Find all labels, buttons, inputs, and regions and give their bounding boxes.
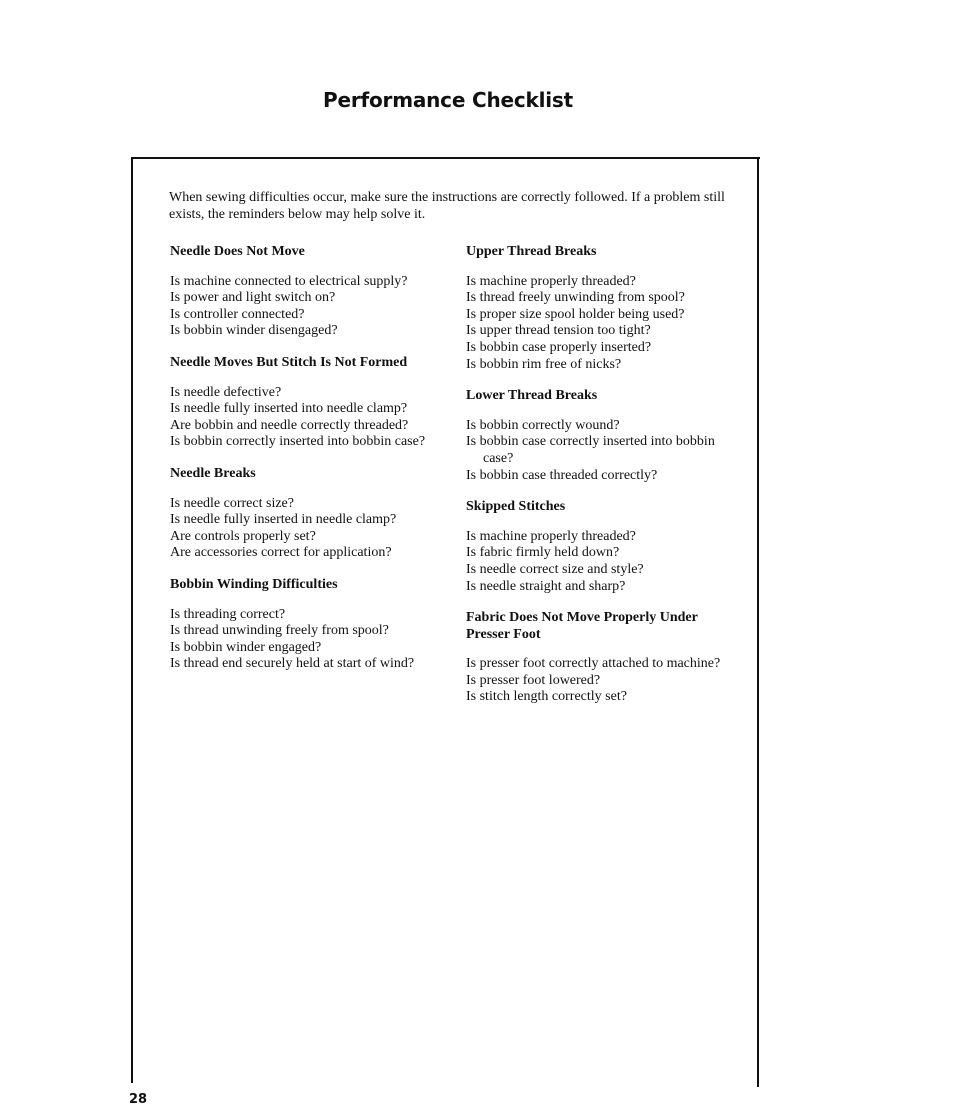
section-heading: Lower Thread Breaks bbox=[466, 388, 598, 404]
question-list bbox=[466, 418, 736, 484]
section-heading: Needle Breaks bbox=[170, 465, 256, 481]
question-item: Is bobbin case threaded correctly? bbox=[466, 467, 658, 483]
question-item: Is needle defective? bbox=[170, 384, 282, 400]
checklist-section bbox=[170, 466, 440, 562]
question-item: Is bobbin winder disengaged? bbox=[170, 323, 338, 339]
checklist-section bbox=[466, 244, 736, 373]
page-number: 28 bbox=[129, 1092, 148, 1107]
question-item: Is needle fully inserted in needle clamp? bbox=[170, 512, 397, 528]
question-item: Is thread unwinding freely from spool? bbox=[170, 623, 389, 639]
frame-top-rule bbox=[131, 157, 760, 159]
question-item: Is machine properly threaded? bbox=[466, 528, 636, 544]
checklist-section bbox=[170, 244, 440, 340]
question-item: Is thread end securely held at start of wind? bbox=[170, 656, 415, 672]
frame-left-rule bbox=[131, 157, 133, 1083]
question-item: Is machine properly threaded? bbox=[466, 273, 636, 289]
checklist-section bbox=[466, 610, 736, 706]
question-item: Is bobbin correctly inserted into bobbin case? bbox=[170, 434, 426, 450]
section-heading: Upper Thread Breaks bbox=[466, 244, 597, 259]
question-item: Is presser foot correctly attached to machine? bbox=[466, 656, 721, 672]
question-item: Is needle correct size and style? bbox=[466, 561, 644, 577]
question-item: Is thread freely unwinding from spool? bbox=[466, 290, 685, 306]
checklist-section bbox=[466, 388, 736, 484]
question-item: Are accessories correct for application? bbox=[170, 545, 392, 561]
question-item: Is power and light switch on? bbox=[170, 290, 336, 306]
question-list bbox=[466, 274, 736, 374]
question-item: Is fabric firmly held down? bbox=[466, 545, 620, 561]
question-list bbox=[170, 607, 440, 673]
question-item: Is bobbin case correctly inserted into bobbin case? bbox=[466, 434, 715, 466]
question-list bbox=[170, 274, 440, 340]
question-item: Is presser foot lowered? bbox=[466, 672, 601, 688]
question-item: Is needle straight and sharp? bbox=[466, 578, 626, 594]
right-column bbox=[466, 244, 736, 721]
question-item: Is needle correct size? bbox=[170, 495, 294, 511]
question-list bbox=[170, 385, 440, 451]
section-heading: Needle Moves But Stitch Is Not Formed bbox=[170, 354, 408, 370]
question-item: Is bobbin case properly inserted? bbox=[466, 339, 652, 355]
question-item: Is bobbin correctly wound? bbox=[466, 417, 620, 433]
question-item: Are bobbin and needle correctly threaded? bbox=[170, 417, 409, 433]
question-item: Is controller connected? bbox=[170, 306, 305, 322]
frame-right-rule bbox=[757, 157, 759, 1087]
page-title: Performance Checklist bbox=[323, 88, 573, 112]
section-heading: Skipped Stitches bbox=[466, 499, 566, 515]
question-item: Is proper size spool holder being used? bbox=[466, 306, 685, 322]
question-item: Are controls properly set? bbox=[170, 528, 316, 544]
section-heading: Needle Does Not Move bbox=[170, 244, 305, 259]
question-item: Is threading correct? bbox=[170, 606, 286, 622]
question-list bbox=[466, 656, 736, 706]
intro-paragraph: When sewing difficulties occur, make sure the instructions are correctly followed. If a problem still exists, the reminders below may help solve it. bbox=[169, 190, 725, 222]
question-item: Is bobbin winder engaged? bbox=[170, 639, 322, 655]
question-item: Is stitch length correctly set? bbox=[466, 689, 627, 705]
question-item: Is upper thread tension too tight? bbox=[466, 323, 651, 339]
section-heading: Fabric Does Not Move Properly Under Presser Foot bbox=[466, 610, 698, 642]
question-list bbox=[170, 496, 440, 562]
question-item: Is needle fully inserted into needle clamp? bbox=[170, 401, 408, 417]
checklist-section bbox=[170, 355, 440, 451]
checklist-section bbox=[170, 577, 440, 673]
left-column bbox=[170, 244, 440, 688]
section-heading: Bobbin Winding Difficulties bbox=[170, 576, 338, 592]
checklist-section bbox=[466, 499, 736, 595]
question-list bbox=[466, 529, 736, 595]
question-item: Is bobbin rim free of nicks? bbox=[466, 356, 622, 372]
question-item: Is machine connected to electrical supply? bbox=[170, 273, 408, 289]
